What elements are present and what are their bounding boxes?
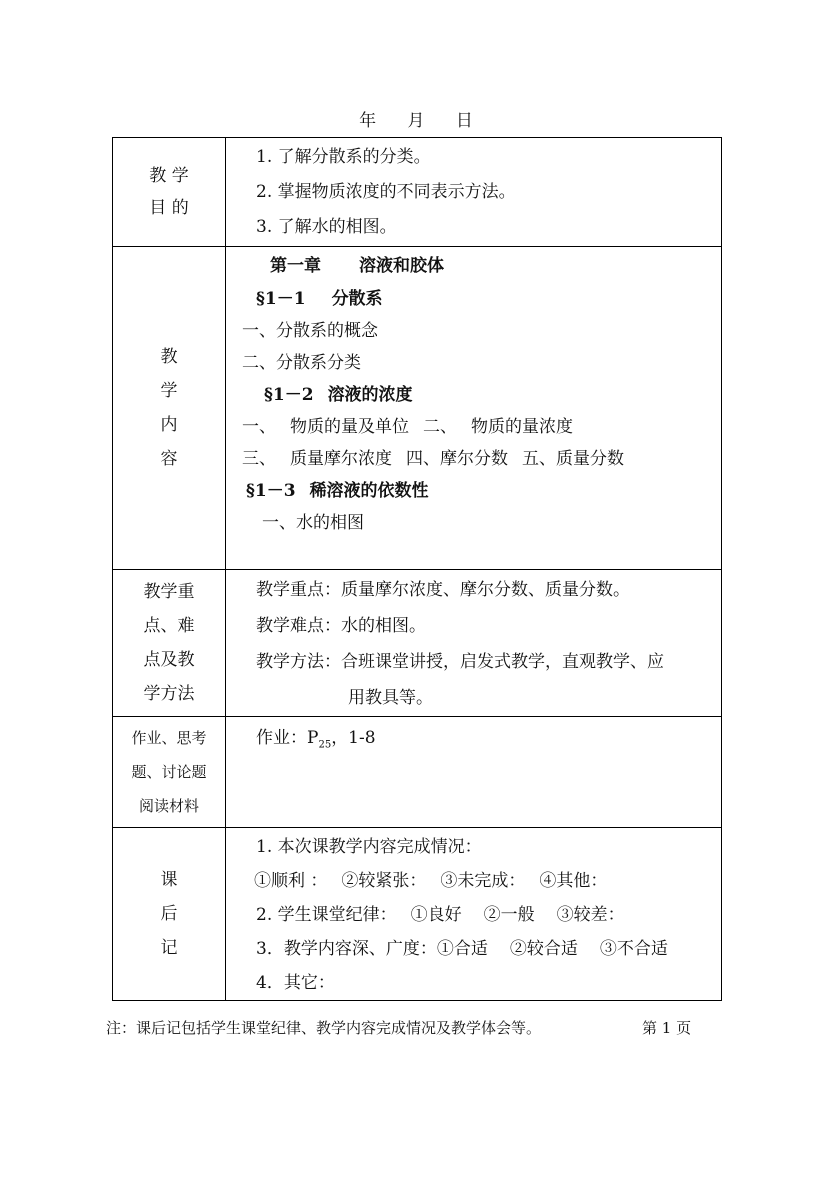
page-number: 第 1 页 [642, 1019, 692, 1037]
afterclass-label [113, 828, 226, 1001]
option-poor: ③较差： [556, 905, 625, 925]
homework-label-line: 题、讨论题 [131, 763, 207, 781]
homework-label-line: 作业、思考 [131, 729, 207, 747]
focus-label-line: 点及教 [143, 650, 195, 670]
objectives-label-line: 目 的 [149, 198, 189, 218]
chapter-number: 第一章 [270, 256, 321, 276]
homework-label [113, 717, 226, 828]
difficulties: 教学难点：水的相图。 [256, 616, 426, 636]
section-3-heading [226, 475, 721, 507]
section-title: 溶液的浓度 [327, 385, 413, 405]
option-unfinished: ③未完成： [440, 871, 526, 891]
option-other: ④其他： [539, 871, 608, 891]
year-label: 年 [359, 111, 379, 131]
focus-label-line: 学方法 [143, 684, 195, 704]
homework-row [113, 717, 722, 828]
objectives-label [113, 138, 226, 247]
section-3-item: 一、水的相图 [262, 513, 364, 533]
focus-row [113, 570, 722, 717]
objective-item: 2. 掌握物质浓度的不同表示方法。 [256, 182, 516, 202]
other-notes: 4．其它： [256, 973, 335, 993]
footer [106, 1017, 692, 1038]
list-marker: 三、 [242, 449, 276, 469]
content-body [226, 247, 722, 570]
section-number: §1－3 [246, 481, 296, 501]
list-marker: 一、 [242, 417, 276, 437]
content-row [113, 247, 722, 570]
option-unsuitable: ③不合适 [599, 939, 668, 959]
option-average: ②一般 [483, 905, 535, 925]
section-2-line [226, 411, 721, 443]
content-label-char: 学 [160, 381, 178, 401]
option-smooth: ①顺利 ： [254, 871, 328, 891]
content-label-char: 教 [160, 347, 178, 367]
objectives-content [226, 138, 722, 247]
homework-content [226, 717, 722, 828]
chapter-heading [226, 249, 721, 283]
section-1-heading [226, 283, 721, 315]
option-suitable: ①合适 [436, 939, 488, 959]
depth-line [256, 932, 721, 966]
list-text: 五、质量分数 [522, 449, 624, 469]
content-label-char: 容 [160, 449, 178, 469]
option-good: ①良好 [410, 905, 462, 925]
section-1-item: 二、分散系分类 [242, 353, 361, 373]
homework-page-subscript: 25 [318, 739, 332, 751]
section-title: 分散系 [331, 289, 383, 309]
list-text: 质量摩尔浓度 [290, 449, 392, 469]
chapter-title: 溶液和胶体 [359, 256, 444, 276]
day-label: 日 [455, 111, 475, 131]
objectives-row [113, 138, 722, 247]
homework-label-line: 阅读材料 [138, 797, 199, 815]
content-label-char: 内 [160, 415, 178, 435]
list-text: 物质的量及单位 [290, 417, 409, 437]
section-number: §1－1 [256, 289, 306, 309]
list-text: 物质的量浓度 [471, 417, 573, 437]
month-label: 月 [407, 111, 427, 131]
list-marker: 二、 [423, 417, 457, 437]
completion-options [254, 864, 721, 898]
afterclass-label-char: 课 [160, 870, 178, 890]
option-fairly-suitable: ②较合适 [509, 939, 578, 959]
lesson-plan-table [112, 137, 722, 1001]
focus-label-line: 点、难 [143, 616, 195, 636]
teaching-methods: 教学方法：合班课堂讲授，启发式教学，直观教学、应 [256, 652, 664, 672]
focus-label-line: 教学重 [143, 582, 195, 602]
focus-label [113, 570, 226, 717]
footer-note: 注：课后记包括学生课堂纪律、教学内容完成情况及教学体会等。 [106, 1019, 542, 1037]
depth-question: 3．教学内容深、广度： [256, 939, 437, 959]
section-title: 稀溶液的依数性 [309, 481, 429, 501]
section-1-item: 一、分散系的概念 [242, 321, 378, 341]
section-2-heading [226, 379, 721, 411]
section-2-line [226, 443, 721, 475]
homework-assignment [256, 721, 715, 762]
completion-question: 1. 本次课教学内容完成情况： [256, 837, 482, 857]
afterclass-row [113, 828, 722, 1001]
focus-content [226, 570, 722, 717]
content-label [113, 247, 226, 570]
discipline-question: 2. 学生课堂纪律： [256, 905, 397, 925]
key-points: 教学重点：质量摩尔浓度、摩尔分数、质量分数。 [256, 580, 630, 600]
objective-item: 1. 了解分散系的分类。 [256, 147, 431, 167]
discipline-line [256, 898, 721, 932]
afterclass-label-char: 后 [160, 904, 178, 924]
objectives-label-line: 教 学 [149, 166, 189, 186]
option-tight: ②较紧张： [341, 871, 427, 891]
homework-prefix: 作业：P [256, 728, 319, 748]
teaching-methods-cont: 用教具等。 [348, 688, 433, 708]
section-number: §1－2 [264, 385, 314, 405]
date-line [0, 106, 834, 131]
homework-suffix: ，1-8 [331, 728, 376, 748]
objective-item: 3. 了解水的相图。 [256, 217, 397, 237]
afterclass-label-char: 记 [160, 938, 178, 958]
list-text: 四、摩尔分数 [406, 449, 508, 469]
afterclass-content [226, 828, 722, 1001]
